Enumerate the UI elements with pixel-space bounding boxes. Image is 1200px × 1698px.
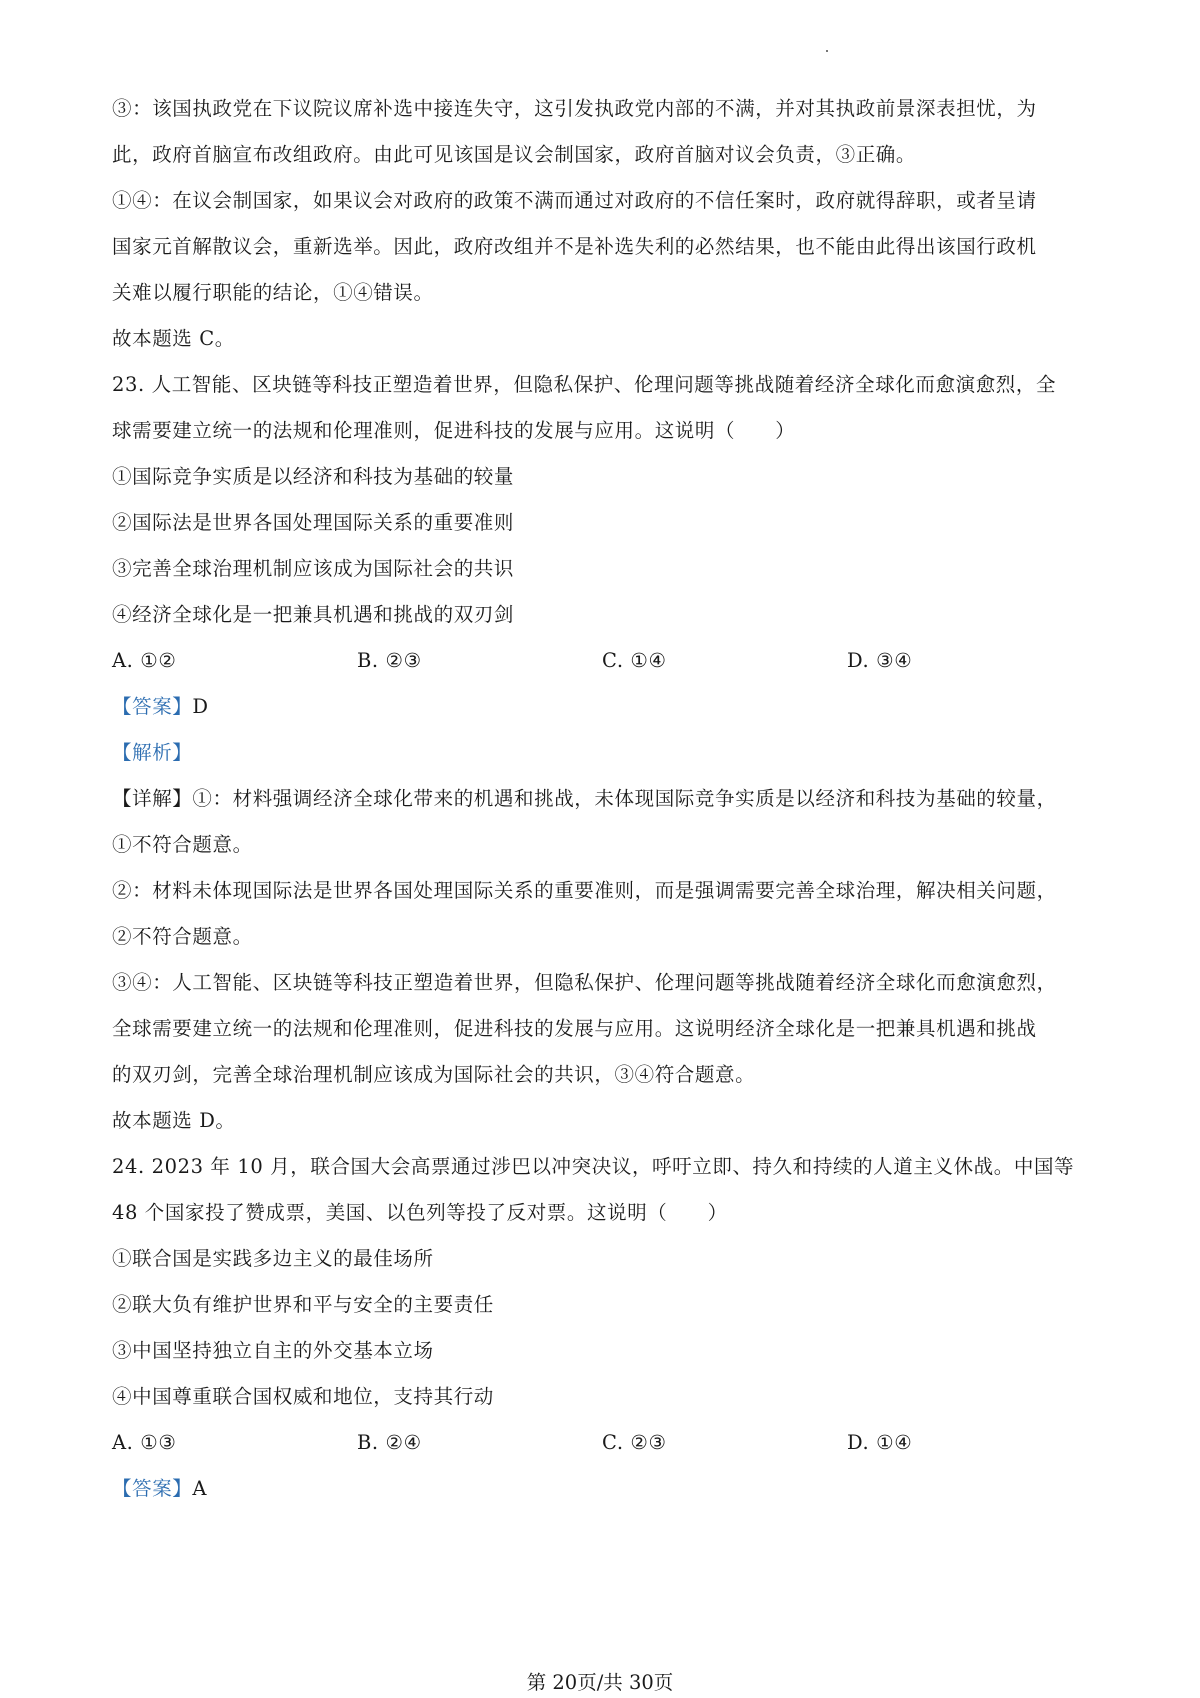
text-line: 全球需要建立统一的法规和伦理准则，促进科技的发展与应用。这说明经济全球化是一把兼具机遇和挑战: [112, 1017, 1037, 1040]
answer-line: [112, 694, 209, 720]
answer-value: A: [192, 1477, 208, 1500]
answer-tag: 【答案】: [112, 695, 193, 718]
page-number: 第 20页/共 30页: [526, 1671, 674, 1694]
detail-line: [112, 786, 1057, 812]
option-b: B. ②③: [357, 649, 422, 672]
statement-3: ③完善全球治理机制应该成为国际社会的共识: [112, 557, 515, 580]
statement-3: ③中国坚持独立自主的外交基本立场: [112, 1339, 434, 1362]
statement-1: ①联合国是实践多边主义的最佳场所: [112, 1247, 434, 1270]
analysis-tag: 【解析】: [112, 741, 193, 764]
answer-line: [112, 1476, 207, 1502]
statement-1: ①国际竞争实质是以经济和科技为基础的较量: [112, 465, 515, 488]
text-line: ③：该国执政党在下议院议席补选中接连失守，这引发执政党内部的不满，并对其执政前景深表担忧，为: [112, 97, 1037, 120]
text-line: ②不符合题意。: [112, 925, 253, 948]
option-d: D. ③④: [847, 649, 913, 672]
detail-tag: 【详解】: [112, 787, 193, 810]
statement-4: ④中国尊重联合国权威和地位，支持其行动: [112, 1385, 494, 1408]
text-line: 关难以履行职能的结论，①④错误。: [112, 281, 434, 304]
text-line: 的双刃剑，完善全球治理机制应该成为国际社会的共识，③④符合题意。: [112, 1063, 756, 1086]
text-line: ②：材料未体现国际法是世界各国处理国际关系的重要准则，而是强调需要完善全球治理，解决相关问题，: [112, 879, 1057, 902]
question-23-stem: 球需要建立统一的法规和伦理准则，促进科技的发展与应用。这说明（ ）: [112, 419, 796, 442]
detail-text: ①：材料强调经济全球化带来的机遇和挑战，未体现国际竞争实质是以经济和科技为基础的较量，: [192, 787, 1057, 810]
text-line: 故本题选 D。: [112, 1109, 236, 1132]
statement-2: ②国际法是世界各国处理国际关系的重要准则: [112, 511, 515, 534]
analysis-line: [112, 740, 192, 766]
answer-value: D: [192, 695, 209, 718]
answer-tag: 【答案】: [112, 1477, 193, 1500]
statement-4: ④经济全球化是一把兼具机遇和挑战的双刃剑: [112, 603, 515, 626]
text-line: 此，政府首脑宣布改组政府。由此可见该国是议会制国家，政府首脑对议会负责，③正确。: [112, 143, 917, 166]
statement-2: ②联大负有维护世界和平与安全的主要责任: [112, 1293, 494, 1316]
question-24-stem: 24. 2023 年 10 月，联合国大会高票通过涉巴以冲突决议，呼吁立即、持久和持续的人道主义休战。中国等: [112, 1155, 1075, 1178]
option-a: A. ①②: [112, 649, 177, 672]
text-line: ③④：人工智能、区块链等科技正塑造着世界，但隐私保护、伦理问题等挑战随着经济全球化而愈演愈烈，: [112, 971, 1057, 994]
question-24-stem: 48 个国家投了赞成票，美国、以色列等投了反对票。这说明（ ）: [112, 1201, 728, 1224]
option-c: C. ①④: [602, 649, 667, 672]
stray-mark: [826, 50, 828, 52]
question-23-stem: 23. 人工智能、区块链等科技正塑造着世界，但隐私保护、伦理问题等挑战随着经济全球化而愈演愈烈，全: [112, 373, 1057, 396]
option-a: A. ①③: [112, 1431, 177, 1454]
option-d: D. ①④: [847, 1431, 913, 1454]
text-line: 故本题选 C。: [112, 327, 235, 350]
text-line: ①④：在议会制国家，如果议会对政府的政策不满而通过对政府的不信任案时，政府就得辞职，或者呈请: [112, 189, 1037, 212]
option-c: C. ②③: [602, 1431, 667, 1454]
option-b: B. ②④: [357, 1431, 422, 1454]
text-line: 国家元首解散议会，重新选举。因此，政府改组并不是补选失利的必然结果，也不能由此得出该国行政机: [112, 235, 1037, 258]
text-line: ①不符合题意。: [112, 833, 253, 856]
